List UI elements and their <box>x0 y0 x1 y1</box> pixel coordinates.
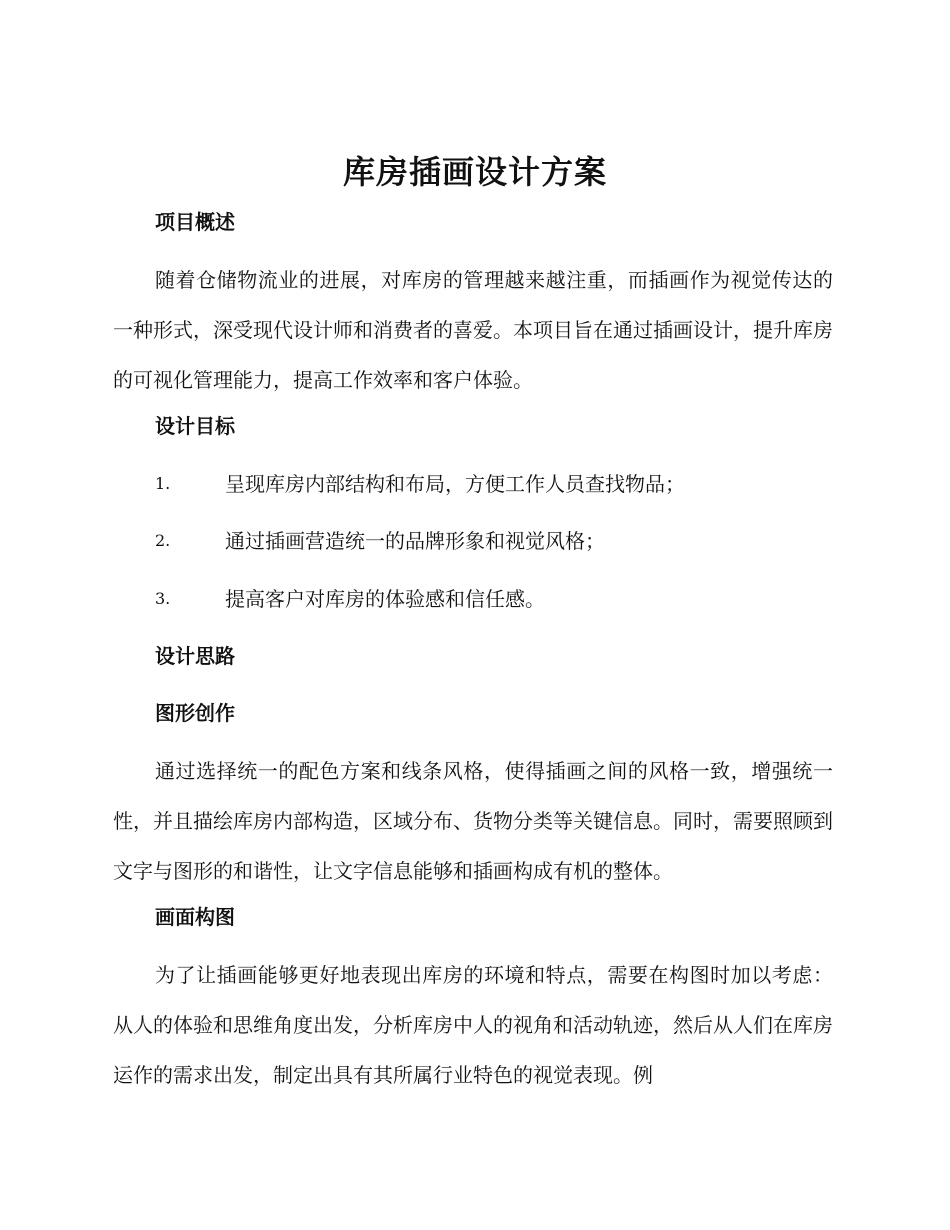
section-heading-approach: 设计思路 <box>155 644 235 668</box>
list-text: 通过插画营造统一的品牌形象和视觉风格； <box>225 529 605 553</box>
section-heading-graphics: 图形创作 <box>155 701 235 725</box>
graphics-paragraph: 通过选择统一的配色方案和线条风格，使得插画之间的风格一致，增强统一性，并且描绘库房内部构造，区域分布、货物分类等关键信息。同时，需要照顾到文字与图形的和谐性，让文字信息能够和插画构成有机的整体。 <box>113 759 833 883</box>
list-number: 2. <box>155 531 171 550</box>
list-number: 3. <box>155 589 171 608</box>
section-heading-composition: 画面构图 <box>155 905 235 929</box>
list-number: 1. <box>155 474 171 493</box>
section-heading-goals: 设计目标 <box>155 414 235 438</box>
section-heading-overview: 项目概述 <box>155 210 235 234</box>
composition-paragraph: 为了让插画能够更好地表现出库房的环境和特点，需要在构图时加以考虑：从人的体验和思维角度出发，分析库房中人的视角和活动轨迹，然后从人们在库房运作的需求出发，制定出具有其所属行业特色的视觉表现。例 <box>113 963 833 1087</box>
overview-paragraph: 随着仓储物流业的进展，对库房的管理越来越注重，而插画作为视觉传达的一种形式，深受现代设计师和消费者的喜爱。本项目旨在通过插画设计，提升库房的可视化管理能力，提高工作效率和客户体验。 <box>113 268 833 392</box>
document-title: 库房插画设计方案 <box>342 153 607 191</box>
list-text: 提高客户对库房的体验感和信任感。 <box>225 587 545 611</box>
list-text: 呈现库房内部结构和布局，方便工作人员查找物品； <box>225 472 685 496</box>
